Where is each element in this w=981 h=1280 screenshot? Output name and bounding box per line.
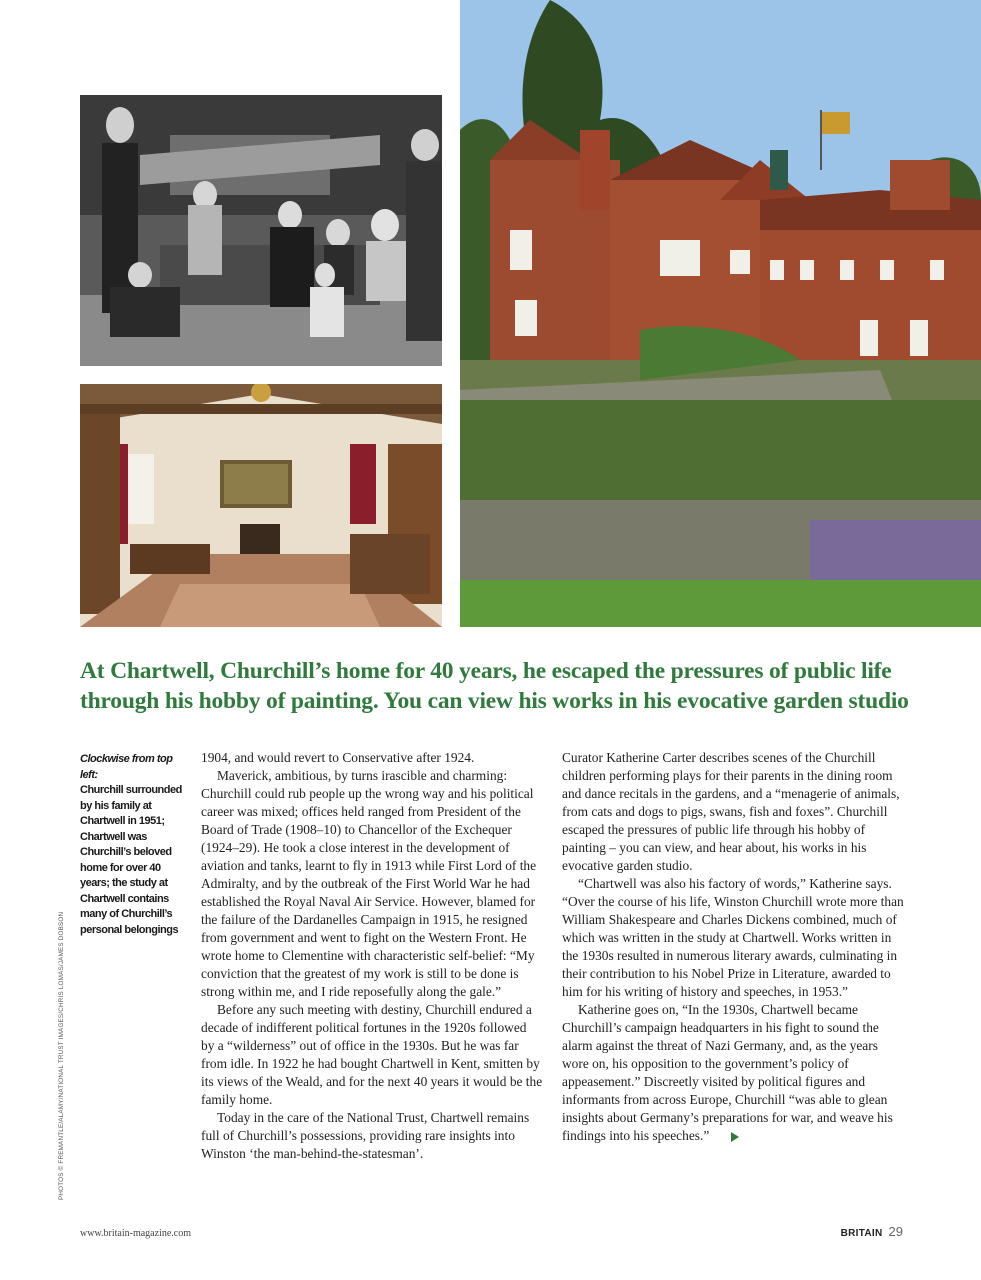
headline: At Chartwell, Churchill’s home for 40 years, he escaped the pressures of public life through his hobby of painting. You can view his works in his evocative garden studio [80, 658, 909, 714]
paragraph: Before any such meeting with destiny, Churchill endured a decade of indifferent political fortunes in the 1920s followed by a “wilderness” out of office in the 1930s. But he was far from idle. In 1922 he had bought Chartwell in Kent, smitten by its views of the Weald, and for the next 40 years it would be the family home. [201, 1002, 543, 1107]
article-column-1 [201, 749, 543, 1163]
website-url: www.britain-magazine.com [80, 1228, 191, 1239]
page-footer [841, 1224, 903, 1239]
page-number: 29 [888, 1224, 903, 1239]
magazine-brand: BRITAIN [840, 1228, 883, 1239]
caption-body: Churchill surrounded by his family at Chartwell in 1951; Chartwell was Churchill’s beloved home for over 40 years; the study at Chartwell contains many of Churchill’s personal belongings [80, 784, 182, 936]
photo-caption [80, 752, 184, 938]
paragraph: 1904, and would revert to Conservative after 1924. [201, 750, 475, 765]
paragraph: “Chartwell was also his factory of words,” Katherine says. “Over the course of his life, Winston Churchill wrote more than William Shakespeare and Charles Dickens combined, much of which was written in the study at Chartwell. Works written in the 1930s resulted in numerous literary awards, culminating in their contribution to his Nobel Prize in Literature, awarded to him for his writing of history and speeches, in 1953.” [562, 876, 904, 999]
photo-credit: PHOTOS © FREMANTLE/ALAMY/NATIONAL TRUST IMAGES/CHRIS LOMAS/JAMES DOBSON [58, 911, 65, 1200]
paragraph: Maverick, ambitious, by turns irascible and charming: Churchill could rub people up the wrong way and his political career was mixed; offices held ranged from President of the Board of Trade (1908–10) to Chancellor of the Exchequer (1924–29). He took a close interest in the development of aviation and tanks, learnt to fly in 1913 while First Lord of the Admiralty, and by the outbreak of the First World War he had established the Royal Naval Air Service. However, blamed for the failure of the Dardanelles Campaign in 1915, he resigned from government and went to fight on the Western Front. He wrote home to Clementine with characteristic self-belief: “My conviction that the greatest of my work is still to be done is strong within me, and I ride reposefully along the gale.” [201, 768, 537, 999]
paragraph: Today in the care of the National Trust, Chartwell remains full of Churchill’s possessions, providing rare insights into Winston ‘the man-behind-the-statesman’. [201, 1110, 530, 1161]
paragraph: Curator Katherine Carter describes scenes of the Churchill children performing plays for their parents in the dining room and dance recitals in the gardens, and a “menagerie of animals, from cats and dogs to pigs, swans, fish and foxes”. Churchill escaped the pressures of public life through his hobby of painting – you can view, and hear about, his works in his evocative garden studio. [562, 750, 900, 873]
house-photo [460, 0, 981, 627]
study-photo [80, 384, 442, 627]
family-photo [80, 95, 442, 366]
paragraph [562, 1001, 904, 1145]
continue-arrow-icon [731, 1132, 739, 1142]
article-column-2 [562, 749, 904, 1145]
paragraph-text: Katherine goes on, “In the 1930s, Chartwell became Churchill’s campaign headquarters in his fight to sound the alarm against the threat of Nazi Germany, and, as the years wore on, his opposition to the government’s policy of appeasement.” Discreetly visited by political figures and informants from across Europe, Churchill “was able to glean insights about Germany’s preparations for war, and weave his findings into his speeches.” [562, 1002, 893, 1143]
caption-lead: Clockwise from top left: [80, 753, 173, 781]
